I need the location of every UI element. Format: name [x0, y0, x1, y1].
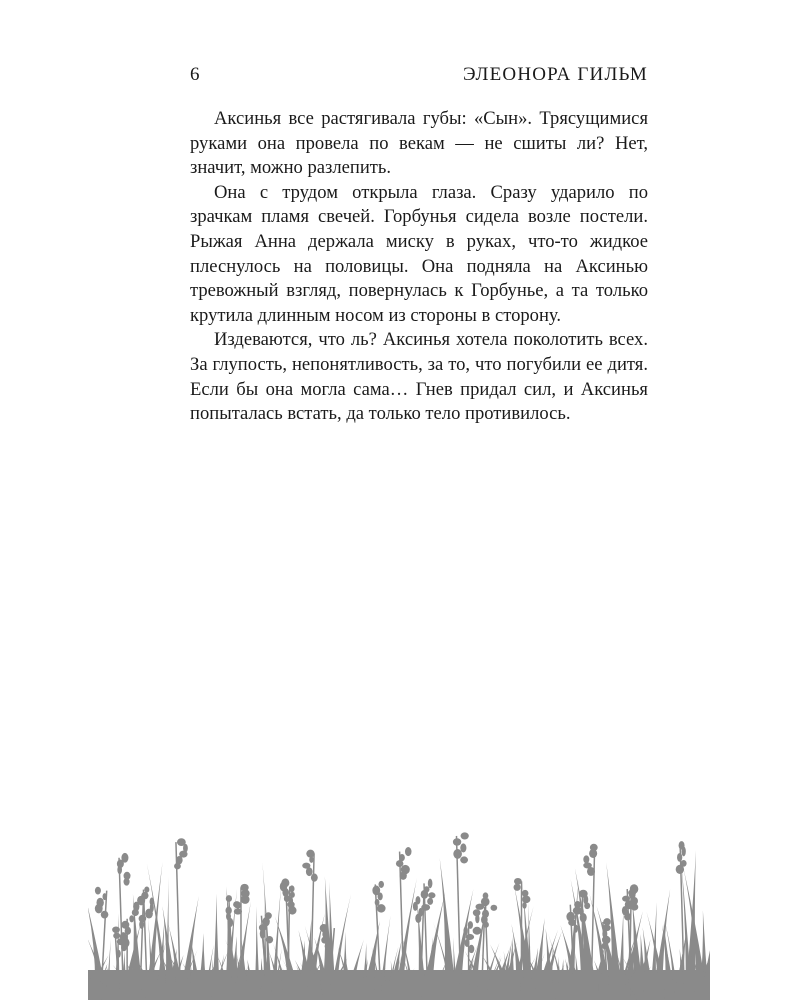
- paragraph: Аксинья все растягивала губы: «Сын». Трясущимися руками она провела по векам — не сшиты ли? Нет, значит, можно разлепить.: [190, 108, 648, 179]
- running-title: ЭЛЕОНОРА ГИЛЬМ: [462, 64, 648, 85]
- grass-illustration: [88, 820, 710, 1000]
- body-text: [190, 107, 648, 427]
- running-head: [190, 64, 648, 92]
- grass-silhouette-icon: [88, 820, 710, 1000]
- page-number: 6: [190, 64, 200, 85]
- paragraph: Издеваются, что ль? Аксинья хотела поколотить всех. За глупость, непонятливость, за то, что погубили ее дитя. Если бы она могла сама… Гнев придал сил, и Аксинья попыталась встать, да только тело противилось.: [190, 329, 648, 425]
- paragraph: Она с трудом открыла глаза. Сразу ударило по зрачкам пламя свечей. Горбунья сидела возле постели. Рыжая Анна держала миску в руках, что-то жидкое плеснулось на половицы. Она подняла на Аксинью тревожный взгляд, повернулась к Горбунье, а та только крутила длинным носом из стороны в сторону.: [190, 181, 648, 326]
